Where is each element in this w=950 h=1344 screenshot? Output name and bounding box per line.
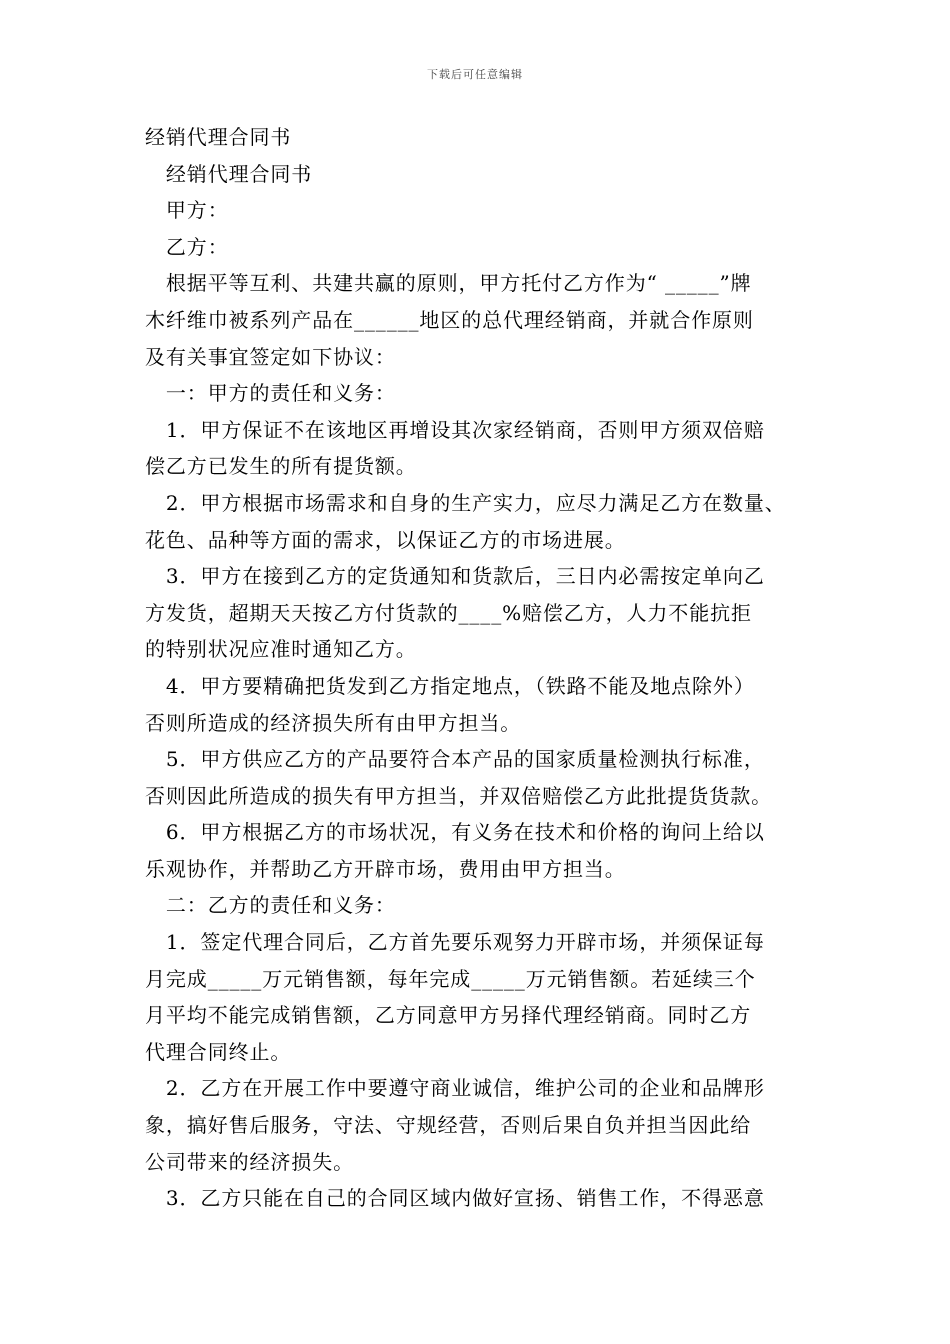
text-line: 2．乙方在开展工作中要遵守商业诚信，维护公司的企业和品牌形	[145, 1076, 765, 1101]
text-line: 方发货，超期天天按乙方付货款的____%赔偿乙方，人力不能抗拒	[145, 600, 752, 625]
text-line: 3．乙方只能在自己的合同区域内做好宣扬、销售工作，不得恶意	[145, 1186, 765, 1211]
section-heading: 一：甲方的责任和义务：	[145, 381, 396, 406]
header-note: 下载后可任意编辑	[427, 68, 523, 81]
text-line: 5．甲方供应乙方的产品要符合本产品的国家质量检测执行标准，	[145, 747, 765, 772]
party-a-label: 甲方：	[145, 198, 229, 223]
document-body	[145, 119, 825, 1217]
text-line: 4．甲方要精确把货发到乙方指定地点，（铁路不能及地点除外）	[145, 673, 755, 698]
text-line: 代理合同终止。	[145, 1039, 292, 1064]
text-line: 公司带来的经济损失。	[145, 1149, 354, 1174]
party-b-label: 乙方：	[145, 234, 229, 259]
text-line: 1．签定代理合同后，乙方首先要乐观努力开辟市场，并须保证每	[145, 930, 765, 955]
text-line: 象，搞好售后服务，守法、守规经营，否则后果自负并担当因此给	[145, 1113, 752, 1138]
text-line: 3．甲方在接到乙方的定货通知和货款后，三日内必需按定单向乙	[145, 564, 765, 589]
text-line: 否则所造成的经济损失所有由甲方担当。	[145, 710, 522, 735]
text-line: 否则因此所造成的损失有甲方担当，并双倍赔偿乙方此批提货货款。	[145, 783, 772, 808]
section-heading: 二：乙方的责任和义务：	[145, 893, 396, 918]
text-line: 根据平等互利、共建共赢的原则，甲方托付乙方作为“ _____”牌	[145, 271, 752, 296]
text-line: 及有关事宜签定如下协议：	[145, 344, 396, 369]
text-line: 1．甲方保证不在该地区再增设其次家经销商，否则甲方须双倍赔	[145, 417, 765, 442]
text-line: 的特别状况应准时通知乙方。	[145, 637, 417, 662]
document-title: 经销代理合同书	[145, 125, 292, 149]
text-line: 月完成_____万元销售额，每年完成_____万元销售额。若延续三个	[145, 966, 756, 991]
text-line: 2．甲方根据市场需求和自身的生产实力，应尽力满足乙方在数量、	[145, 490, 786, 515]
text-line: 6．甲方根据乙方的市场状况，有义务在技术和价格的询问上给以	[145, 820, 765, 845]
text-line: 月平均不能完成销售额，乙方同意甲方另择代理经销商。同时乙方	[145, 1003, 752, 1028]
text-line: 木纤维巾被系列产品在______地区的总代理经销商，并就合作原则	[145, 307, 754, 332]
document-subtitle: 经销代理合同书	[145, 161, 313, 186]
text-line: 乐观协作，并帮助乙方开辟市场，费用由甲方担当。	[145, 856, 626, 881]
text-line: 花色、品种等方面的需求，以保证乙方的市场进展。	[145, 527, 626, 552]
text-line: 偿乙方已发生的所有提货额。	[145, 454, 417, 479]
